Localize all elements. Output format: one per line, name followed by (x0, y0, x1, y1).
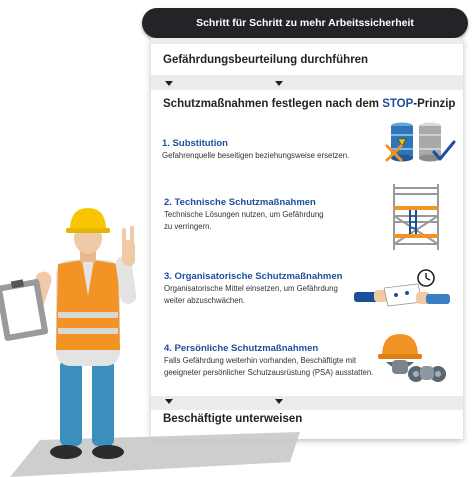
step-4-desc-line-1: Falls Gefährdung weiterhin vorhanden, Beschäftigte mit (164, 356, 356, 365)
arrow-down-icon (275, 81, 283, 86)
step-3-title: 3. Organisatorische Schutzmaßnahmen (164, 271, 343, 282)
stop-heading: Schutzmaßnahmen festlegen nach dem STOP-Prinzip (163, 98, 456, 110)
risk-assessment-label: Gefährdungsbeurteilung durchführen (163, 54, 369, 66)
barrels-icon (384, 120, 456, 166)
instruct-label: Beschäftigte unterweisen (163, 413, 303, 425)
stop-word: STOP (382, 98, 414, 110)
step-4-title: 4. Persönliche Schutzmaßnahmen (164, 343, 319, 354)
worker-illustration (0, 200, 303, 477)
step-2-desc-line-2: zu verringern. (164, 222, 212, 231)
handover-clock-icon (352, 266, 452, 316)
step-3-desc-line-1: Organisatorische Mittel einsetzen, um Gefährdung (164, 284, 338, 293)
hard-hat-icon (70, 208, 106, 230)
step-4-desc-line-2: geeigneter persönlicher Schutzausrüstung (PSA) ausstatten. (164, 368, 374, 377)
step-3-desc-line-2: weiter abzuschwächen. (164, 296, 246, 305)
arrow-down-icon (165, 81, 173, 86)
helmet-mask-icon (378, 330, 450, 384)
title-bar (142, 8, 468, 38)
step-2-title: 2. Technische Schutzmaßnahmen (164, 197, 316, 208)
scaffold-icon (388, 182, 444, 252)
step-1-title: 1. Substitution (162, 138, 228, 149)
step-2-desc-line-1: Technische Lösungen nutzen, um Gefährdung (164, 210, 324, 219)
step-1-desc: Gefahrenquelle beseitigen beziehungsweise ersetzen. (162, 151, 350, 160)
card-risk-assessment (151, 44, 463, 75)
title-text: Schritt für Schritt zu mehr Arbeitssicherheit (196, 17, 414, 29)
